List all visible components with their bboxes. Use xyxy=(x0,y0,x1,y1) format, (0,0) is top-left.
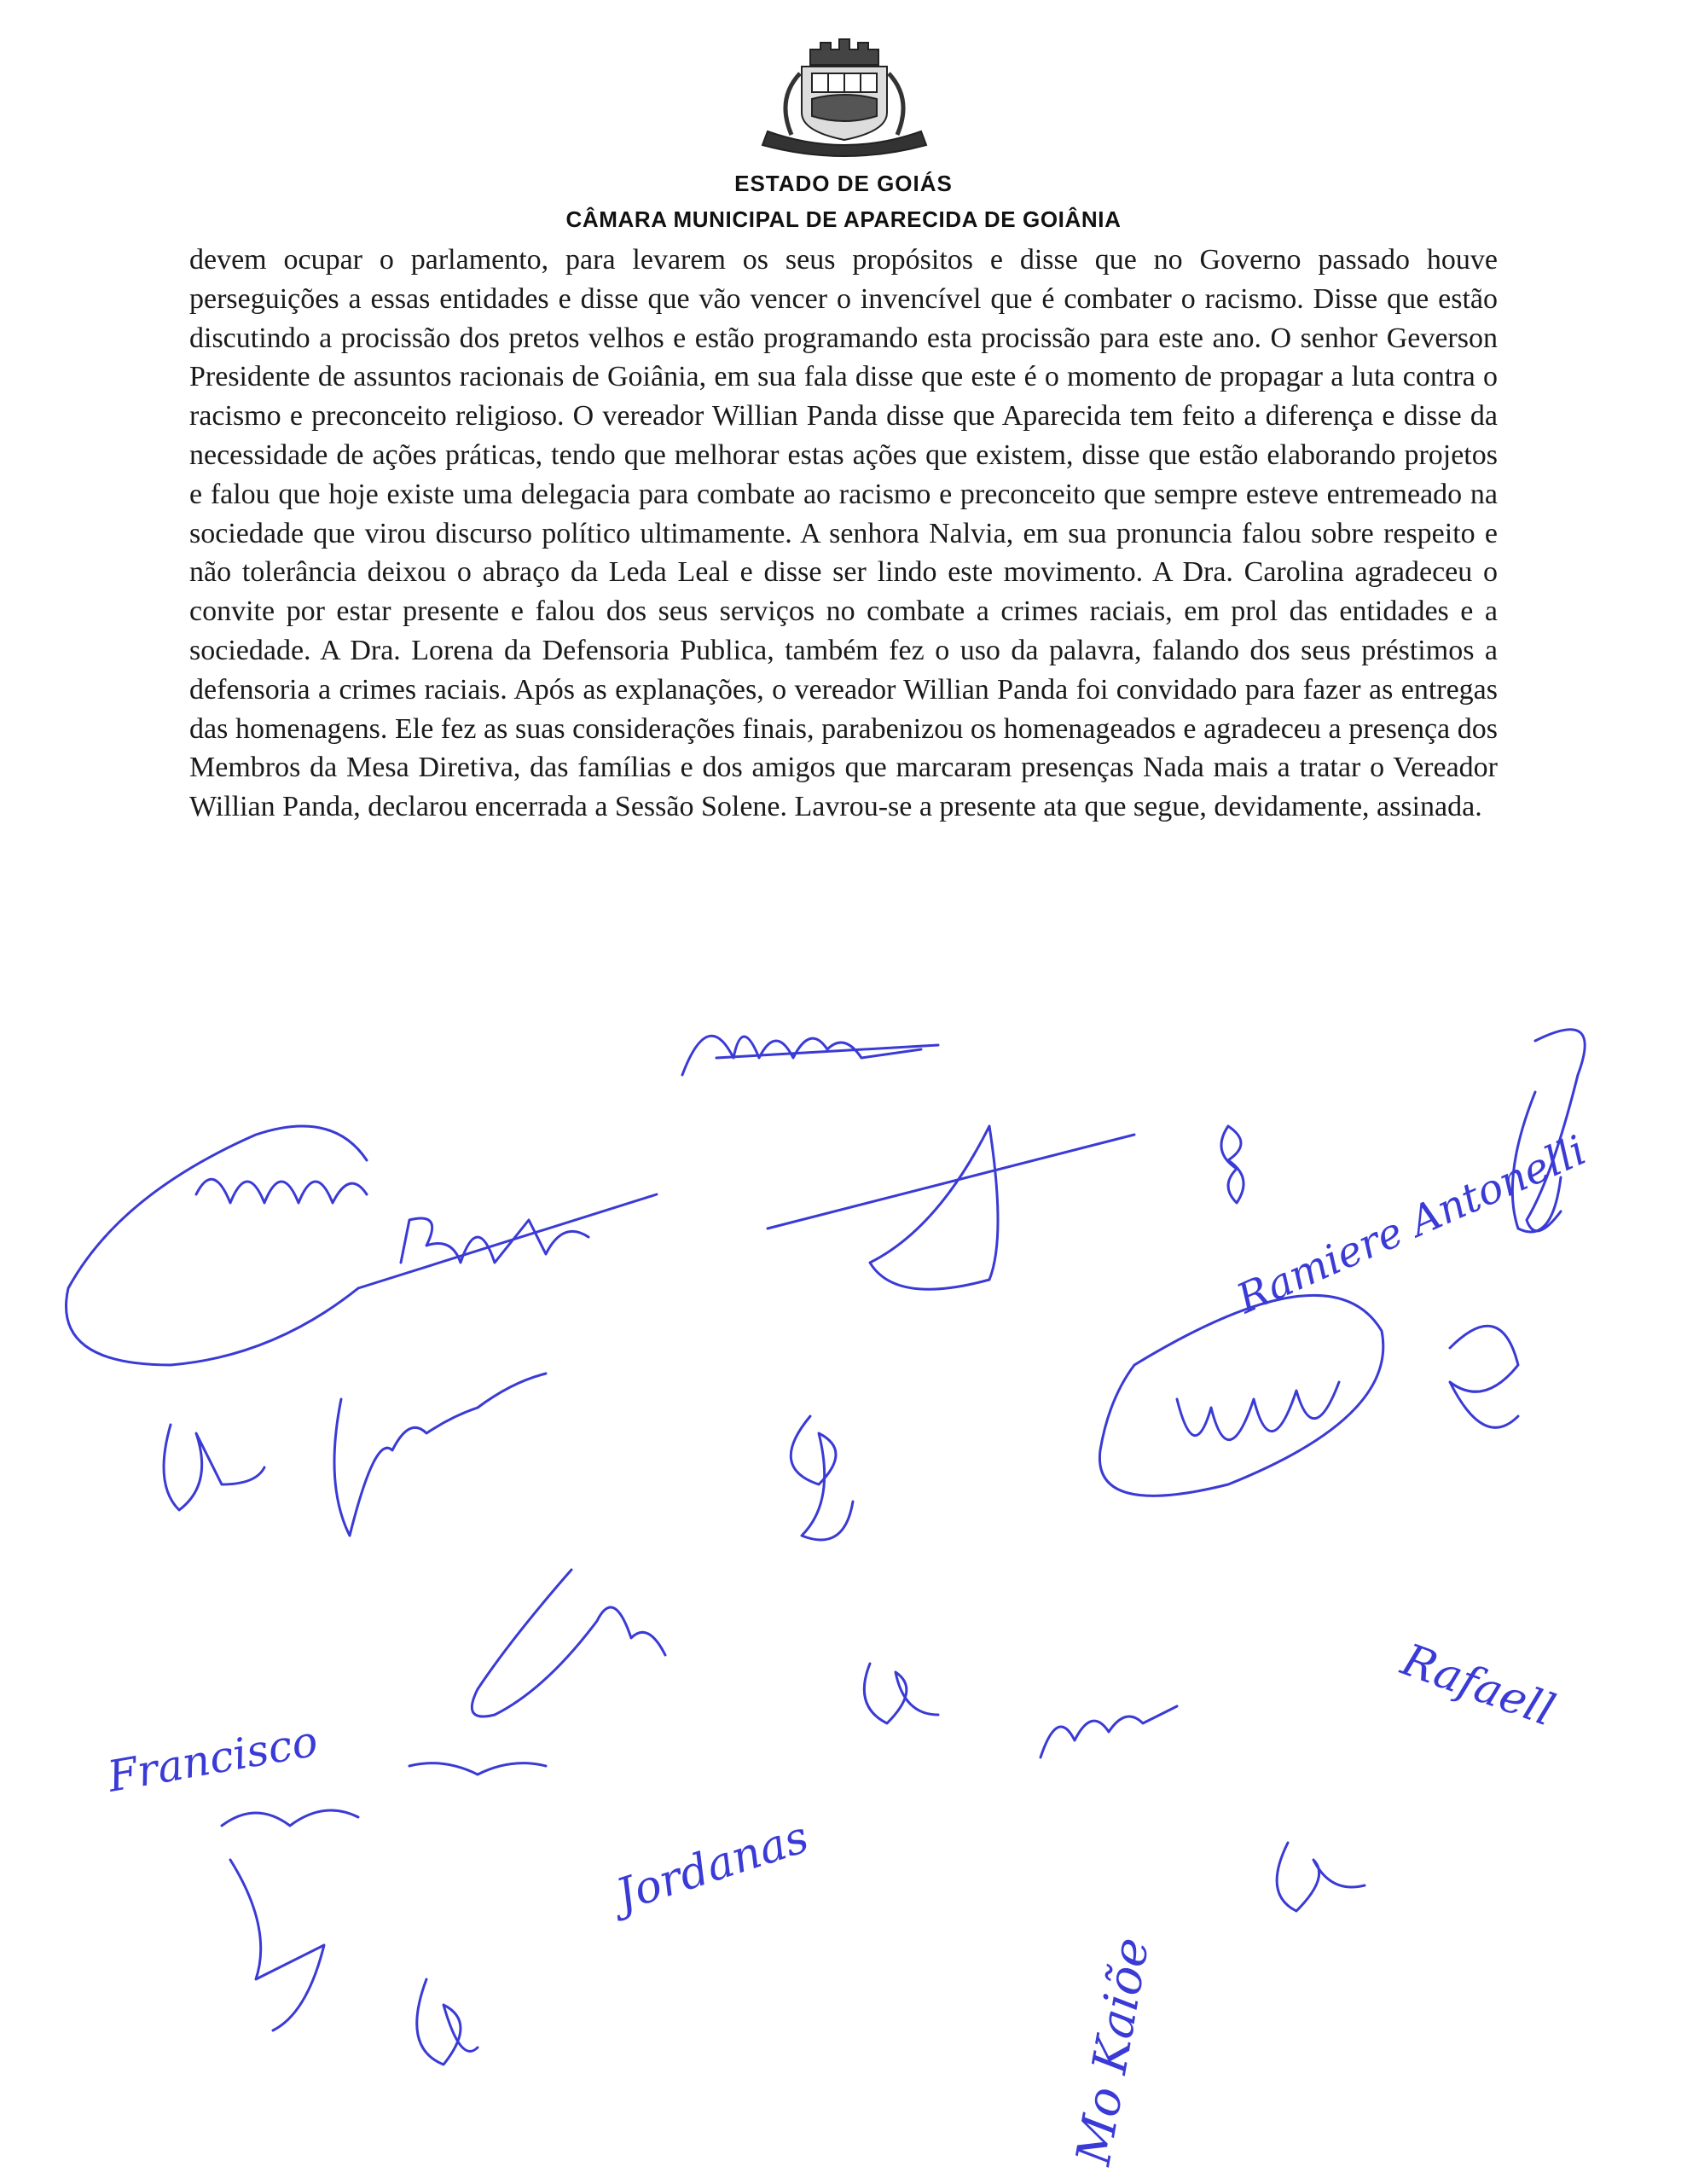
signature-center-small xyxy=(864,1664,938,1723)
svg-text:Jordanas: Jordanas xyxy=(610,1811,815,1922)
signatures-area xyxy=(0,1007,1687,2184)
signature-francisco xyxy=(103,1716,546,1826)
header-state: ESTADO DE GOIÁS xyxy=(734,171,953,196)
svg-text:Francisco: Francisco xyxy=(104,1716,322,1802)
signature-bottom-left-2 xyxy=(417,1979,478,2065)
signature-bottom-left xyxy=(230,1860,324,2030)
signature-panda xyxy=(67,1126,658,1365)
signature-jordana xyxy=(603,1811,815,1924)
signature-ramiere xyxy=(1229,1092,1592,1323)
signature-dr xyxy=(164,1374,546,1536)
signature-middle-left xyxy=(472,1570,665,1716)
signature-small-loops xyxy=(1221,1126,1244,1203)
signature-star xyxy=(768,1126,1134,1289)
minutes-body-text: devem ocupar o parlamento, para levarem os seus propósitos e disse que no Governo passado houve perseguições a essas entidades e disse que vão vencer o invencível que é combater o racismo. Disse que estão discutindo a procissão dos pretos velhos e estão programando esta procissão para este ano. O senhor Geverson Presidente de assuntos racionais de Goiânia, em sua fala disse que este é o momento de propagar a luta contra o racismo e preconceito religioso. O vereador Willian Panda disse que Aparecida tem feito a diferença e disse da necessidade de ações práticas, tendo que melhorar estas ações que existem, disse que estão elaborando projetos e falou que hoje existe uma delegacia para combate ao racismo e preconceito que sempre esteve entremeado na sociedade que virou discurso político ultimamente. A senhora Nalvia, em sua pronuncia falou sobre respeito e não tolerância deixou o abraço da Leda Leal e disse ser lindo este movimento. A Dra. Carolina agradeceu o convite por estar presente e falou dos seus serviços no combate a crimes raciais, em prol das entidades e a sociedade. A Dra. Lorena da Defensoria Publica, também fez o uso da palavra, falando dos seus préstimos a defensoria a crimes raciais. Após as explanações, o vereador Willian Panda foi convidado para fazer as entregas das homenagens. Ele fez as suas considerações finais, parabenizou os homenageados e agradeceu a presença dos Membros da Mesa Diretiva, das famílias e dos amigos que marcaram presenças Nada mais a tratar o Vereador Willian Panda, declarou encerrada a Sessão Solene. Lavrou-se a presente ata que segue, devidamente, assinada. xyxy=(189,244,1498,823)
svg-text:Rafaell: Rafaell xyxy=(1394,1634,1562,1737)
signature-angela xyxy=(1041,1706,1177,1757)
signature-bottom-right xyxy=(1277,1843,1365,1911)
signature-right-scribble xyxy=(1450,1326,1518,1427)
svg-text:Ramiere Antonelli: Ramiere Antonelli xyxy=(1230,1126,1593,1323)
signature-oval xyxy=(1099,1295,1383,1496)
signature-mo-kaiser xyxy=(1066,1933,1161,2169)
signature-rafael xyxy=(1394,1634,1562,1736)
signature-andre xyxy=(682,1036,938,1075)
header-chamber: CÂMARA MUNICIPAL DE APARECIDA DE GOIÂNIA xyxy=(565,206,1122,232)
coat-of-arms-emblem xyxy=(751,31,938,159)
signature-center-loops xyxy=(791,1416,853,1540)
svg-text:Mo Kaiõe: Mo Kaiõe xyxy=(1065,1933,1161,2169)
